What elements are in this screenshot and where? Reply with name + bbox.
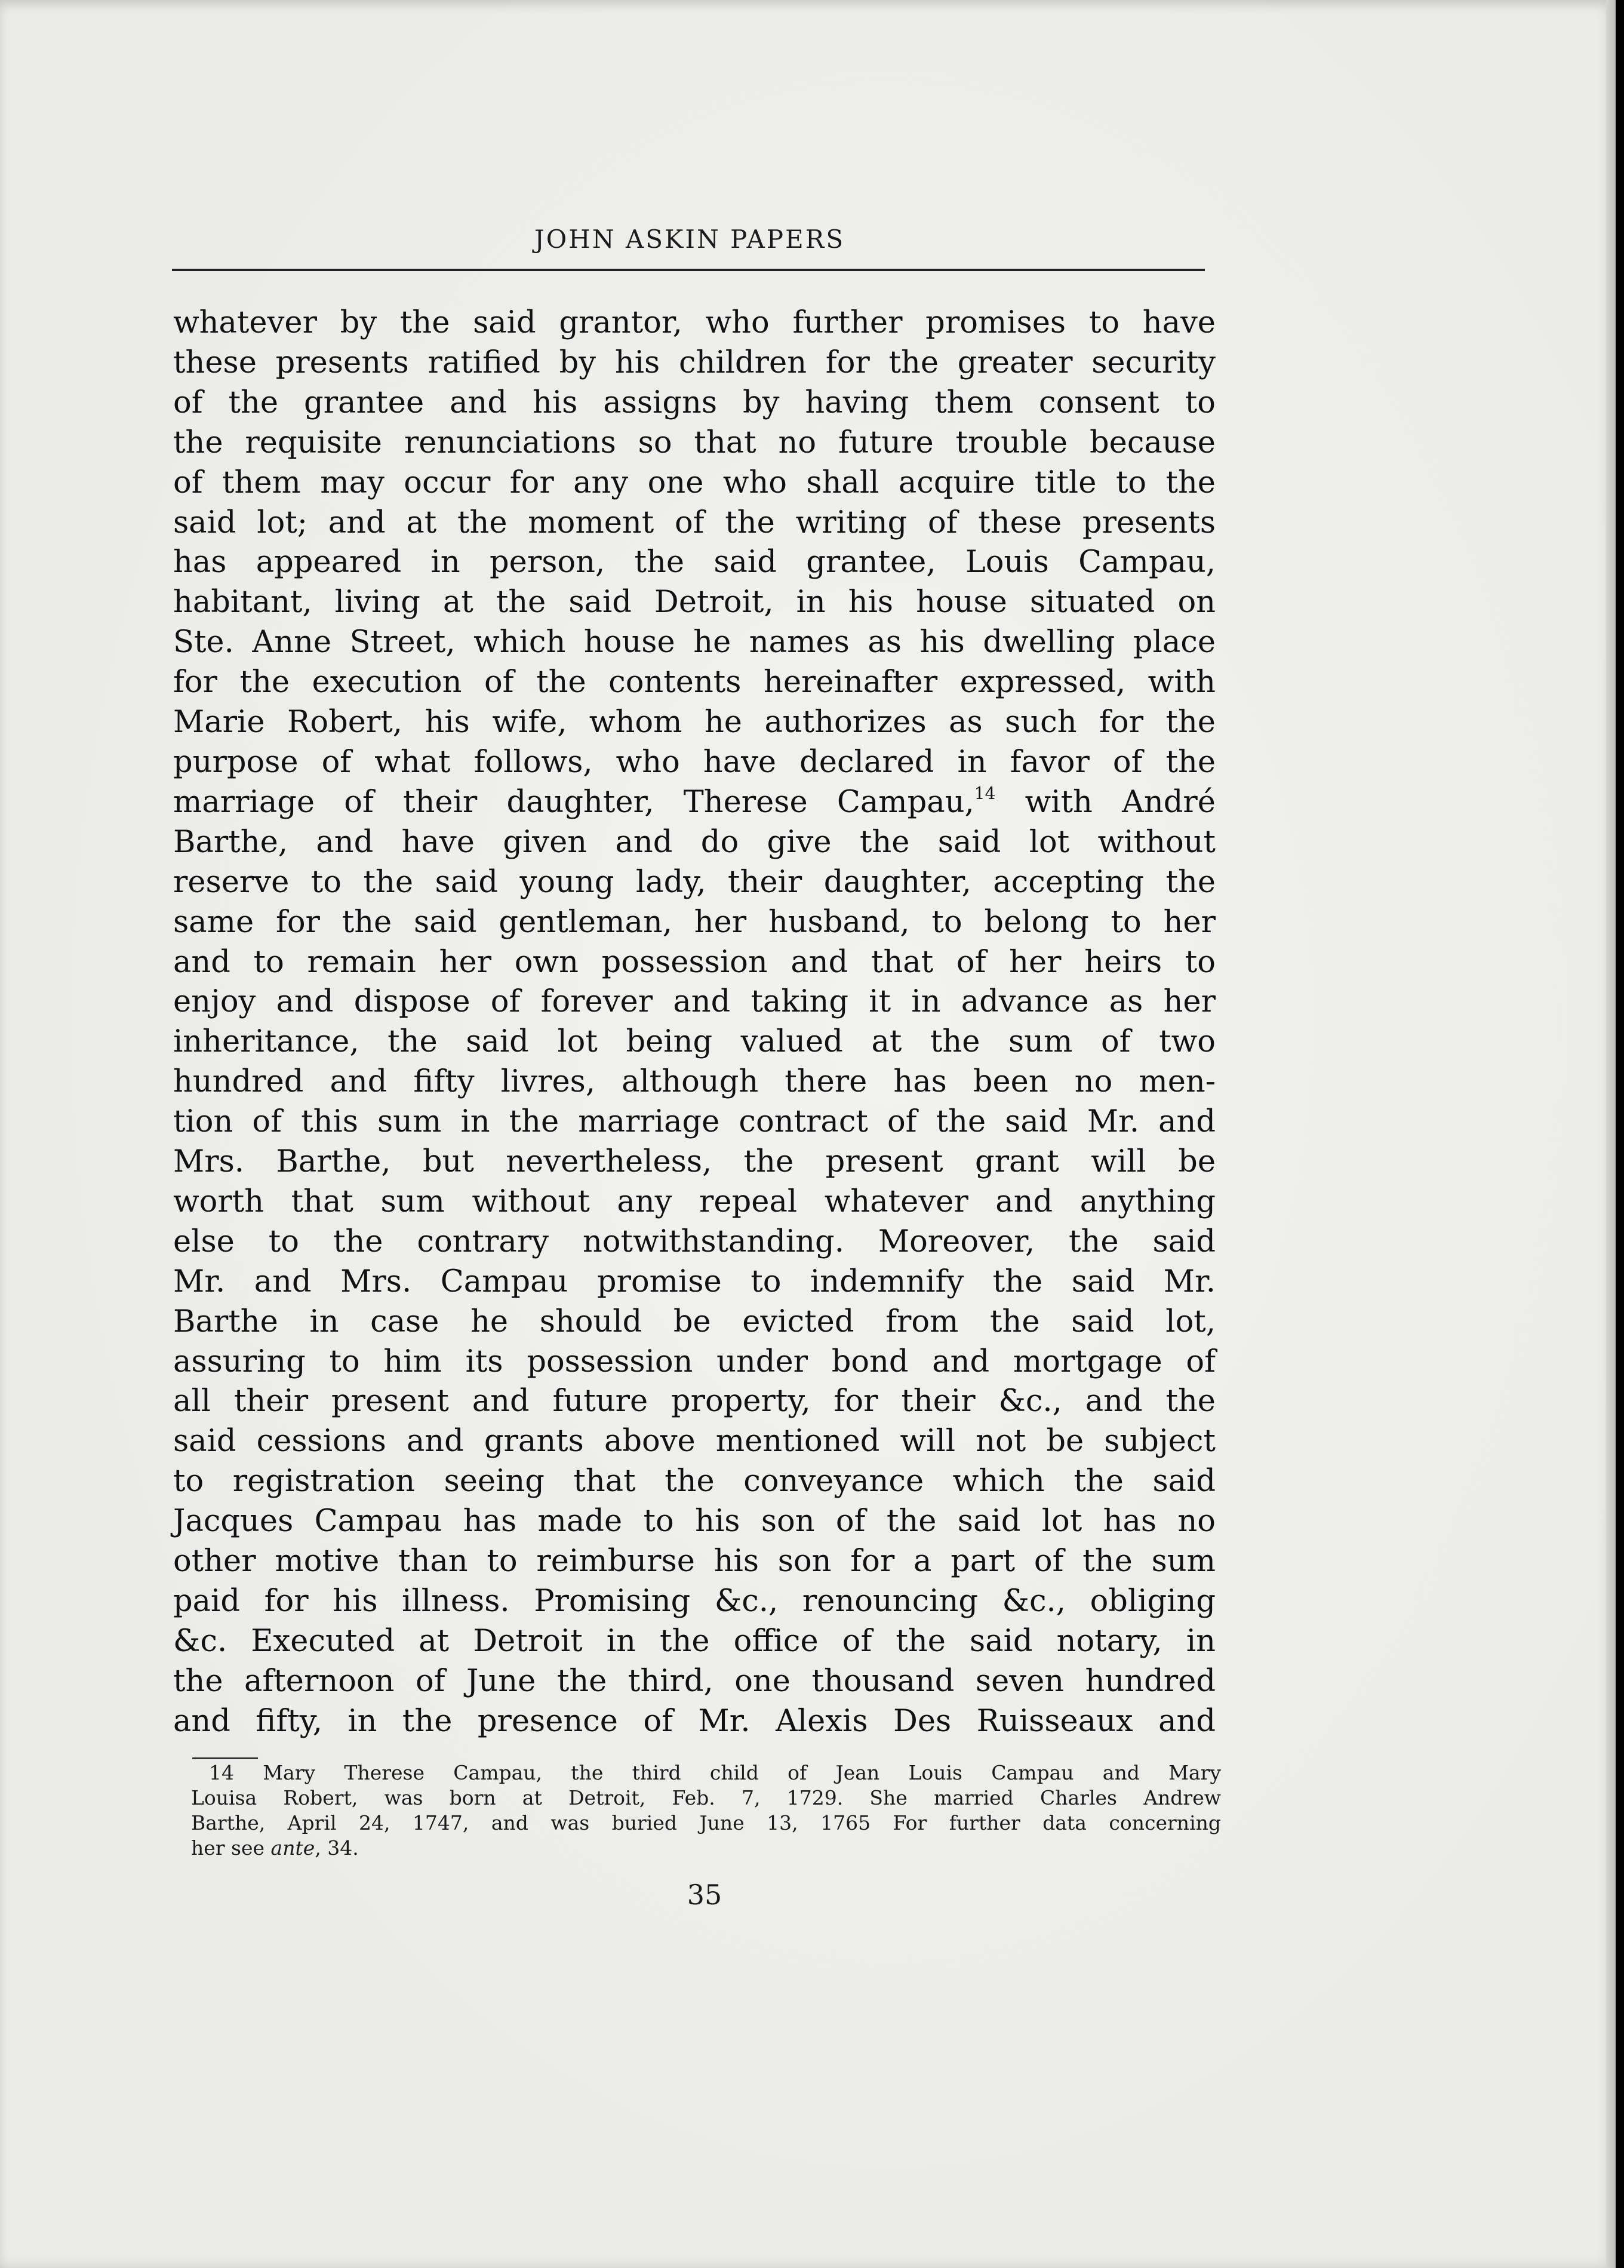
body-line: of them may occur for any one who shall acquire title to the — [173, 465, 1216, 500]
body-line: has appeared in person, the said grantee, Louis Campau, — [173, 545, 1216, 580]
body-line-with-footnote-ref — [173, 783, 1216, 823]
body-line: the requisite renunciations so that no future trouble because — [173, 425, 1216, 460]
footnote-line: 14 Mary Therese Campau, the third child of Jean Louis Campau and Mary — [209, 1761, 1221, 1784]
body-line: other motive than to reimburse his son for a part of the sum — [173, 1544, 1216, 1579]
body-line: else to the contrary notwithstanding. Moreover, the said — [173, 1224, 1216, 1259]
footnote-reference[interactable]: 14 — [974, 783, 996, 803]
body-line: Ste. Anne Street, which house he names as his dwelling place — [173, 625, 1216, 660]
footnote-ante: ante — [270, 1836, 315, 1860]
body-line: enjoy and dispose of forever and taking it in advance as her — [173, 984, 1216, 1020]
body-line-text: marriage of their daughter, Therese Campau, — [173, 784, 974, 820]
body-line: to registration seeing that the conveyance which the said — [173, 1464, 1216, 1499]
body-line: said lot; and at the moment of the writing of these presents — [173, 505, 1216, 540]
footnote-text: her see — [191, 1836, 271, 1860]
body-line: all their present and future property, for their &c., and the — [173, 1384, 1216, 1419]
footnote-line: Louisa Robert, was born at Detroit, Feb. 7, 1729. She married Charles Andrew — [191, 1786, 1221, 1809]
body-line: habitant, living at the said Detroit, in his house situated on — [173, 585, 1216, 620]
body-line: Barthe in case he should be evicted from the said lot, — [173, 1304, 1216, 1339]
footnote-rule — [192, 1757, 258, 1759]
body-text — [173, 303, 1216, 1742]
body-line: paid for his illness. Promising &c., renouncing &c., obliging — [173, 1584, 1216, 1619]
footnote-text: , 34. — [315, 1836, 359, 1860]
footnote — [191, 1760, 1221, 1861]
body-line-text-continued: with André — [995, 784, 1216, 820]
body-line: purpose of what follows, who have declared in favor of the — [173, 744, 1216, 780]
body-line: reserve to the said young lady, their daughter, accepting the — [173, 864, 1216, 900]
body-line: whatever by the said grantor, who further promises to have — [173, 305, 1216, 340]
body-line: assuring to him its possession under bond and mortgage of — [173, 1344, 1216, 1379]
body-line: inheritance, the said lot being valued at the sum of two — [173, 1024, 1216, 1060]
body-line: same for the said gentleman, her husband, to belong to her — [173, 904, 1216, 940]
page-number: 35 — [687, 1879, 722, 1911]
body-line: worth that sum without any repeal whatever and anything — [173, 1184, 1216, 1219]
body-line: hundred and fifty livres, although there has been no men- — [173, 1064, 1216, 1100]
running-head: JOHN ASKIN PAPERS — [534, 225, 845, 254]
body-line: tion of this sum in the marriage contract of the said Mr. and — [173, 1104, 1216, 1140]
body-line: these presents ratified by his children for the greater security — [173, 345, 1216, 380]
body-line: Jacques Campau has made to his son of the said lot has no — [173, 1504, 1216, 1539]
body-line: for the execution of the contents hereinafter expressed, with — [173, 665, 1216, 700]
footnote-line: Barthe, April 24, 1747, and was buried June 13, 1765 For further data concerning — [191, 1811, 1221, 1834]
body-line: Mr. and Mrs. Campau promise to indemnify the said Mr. — [173, 1264, 1216, 1299]
page-edge-shadow — [1606, 0, 1616, 2268]
body-line: Barthe, and have given and do give the said lot without — [173, 824, 1216, 860]
body-line: &c. Executed at Detroit in the office of the said notary, in — [173, 1623, 1216, 1659]
footnote-last-line — [191, 1836, 1221, 1861]
body-line: of the grantee and his assigns by having them consent to — [173, 385, 1216, 420]
body-line: the afternoon of June the third, one thousand seven hundred — [173, 1663, 1216, 1699]
body-line: and to remain her own possession and that of her heirs to — [173, 944, 1216, 980]
body-line: said cessions and grants above mentioned will not be subject — [173, 1424, 1216, 1459]
body-line: and fifty, in the presence of Mr. Alexis Des Ruisseaux and — [173, 1703, 1216, 1739]
body-line: Marie Robert, his wife, whom he authorizes as such for the — [173, 705, 1216, 740]
body-line: Mrs. Barthe, but nevertheless, the present grant will be — [173, 1144, 1216, 1180]
header-rule — [172, 269, 1205, 271]
